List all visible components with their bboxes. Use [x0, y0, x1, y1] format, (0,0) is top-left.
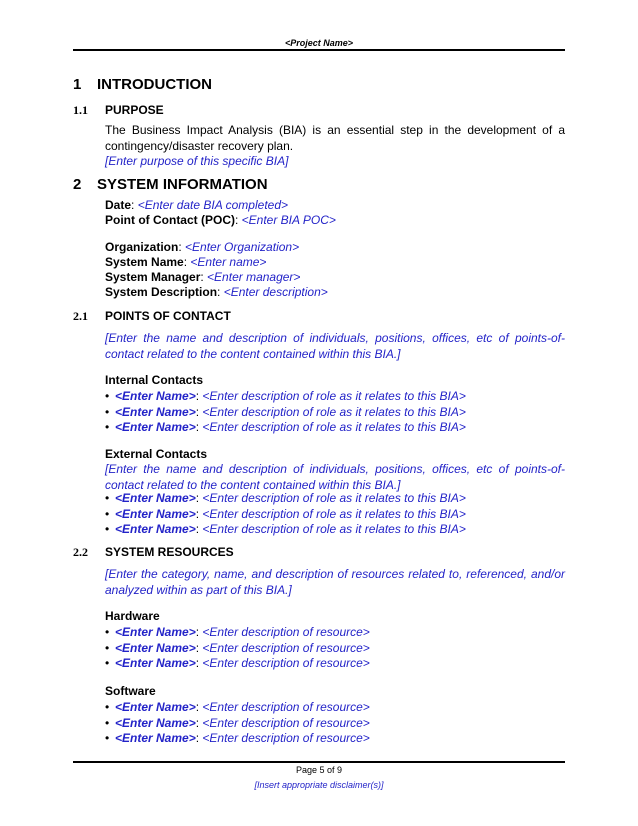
external-contacts-intro: [Enter the name and description of individuals, positions, offices, etc of points-of-contact related to the content contained within this BIA.]: [105, 462, 565, 492]
software-title: Software: [105, 684, 156, 698]
section-2-2-heading: [73, 545, 234, 560]
field-system-manager: System Manager: <Enter manager>: [105, 270, 301, 284]
hardware-list: [105, 625, 370, 672]
section-2-heading: [73, 176, 268, 193]
list-item: • <Enter Name>: <Enter description of resource>: [105, 625, 370, 639]
footer-rule: [73, 761, 565, 763]
list-item: • <Enter Name>: <Enter description of role as it relates to this BIA>: [105, 420, 466, 434]
list-item: • <Enter Name>: <Enter description of role as it relates to this BIA>: [105, 506, 466, 521]
contacts-intro: [Enter the name and description of individuals, positions, offices, etc of points-of-contact related to the content contained within this BIA.]: [105, 331, 565, 361]
field-poc: Point of Contact (POC): <Enter BIA POC>: [105, 213, 336, 227]
list-item: • <Enter Name>: <Enter description of resource>: [105, 731, 370, 745]
header-rule: [73, 49, 565, 51]
list-item: • <Enter Name>: <Enter description of resource>: [105, 715, 370, 730]
section-title: SYSTEM RESOURCES: [105, 545, 234, 559]
section-1-1-heading: [73, 103, 164, 118]
field-system-name: System Name: <Enter name>: [105, 255, 267, 269]
purpose-placeholder: [Enter purpose of this specific BIA]: [105, 154, 289, 168]
external-contacts-title: External Contacts: [105, 447, 208, 461]
section-title: INTRODUCTION: [97, 76, 212, 93]
field-date: Date: <Enter date BIA completed>: [105, 198, 289, 212]
section-number: 1: [73, 76, 82, 93]
section-number: 2: [73, 176, 82, 193]
section-number: 2.2: [73, 545, 88, 559]
page-header-project-name: <Project Name>: [284, 38, 354, 48]
list-item: • <Enter Name>: <Enter description of role as it relates to this BIA>: [105, 404, 466, 419]
page-number: Page 5 of 9: [295, 765, 343, 775]
footer-disclaimer: [Insert appropriate disclaimer(s)]: [254, 780, 384, 790]
section-title: POINTS OF CONTACT: [105, 309, 231, 323]
purpose-text: The Business Impact Analysis (BIA) is an essential step in the development of a contingency/disaster recovery plan.: [105, 123, 565, 153]
section-1-heading: [73, 76, 212, 93]
section-number: 1.1: [73, 103, 88, 117]
list-item: • <Enter Name>: <Enter description of role as it relates to this BIA>: [105, 389, 466, 403]
list-item: • <Enter Name>: <Enter description of role as it relates to this BIA>: [105, 522, 466, 536]
section-title: SYSTEM INFORMATION: [97, 176, 268, 193]
internal-contacts-title: Internal Contacts: [105, 373, 204, 387]
list-item: • <Enter Name>: <Enter description of resource>: [105, 640, 370, 655]
field-organization: Organization: <Enter Organization>: [105, 240, 300, 254]
software-list: [105, 700, 370, 747]
field-system-description: System Description: <Enter description>: [105, 285, 328, 299]
external-contacts-list: [105, 491, 466, 538]
section-number: 2.1: [73, 309, 88, 323]
list-item: • <Enter Name>: <Enter description of resource>: [105, 700, 370, 714]
section-title: PURPOSE: [105, 103, 164, 117]
resources-intro: [Enter the category, name, and description of resources related to, referenced, and/or analyzed within as part of this BIA.]: [105, 567, 565, 597]
internal-contacts-list: [105, 389, 466, 436]
section-2-1-heading: [73, 309, 231, 324]
list-item: • <Enter Name>: <Enter description of resource>: [105, 656, 370, 670]
list-item: • <Enter Name>: <Enter description of role as it relates to this BIA>: [105, 491, 466, 505]
hardware-title: Hardware: [105, 609, 160, 623]
